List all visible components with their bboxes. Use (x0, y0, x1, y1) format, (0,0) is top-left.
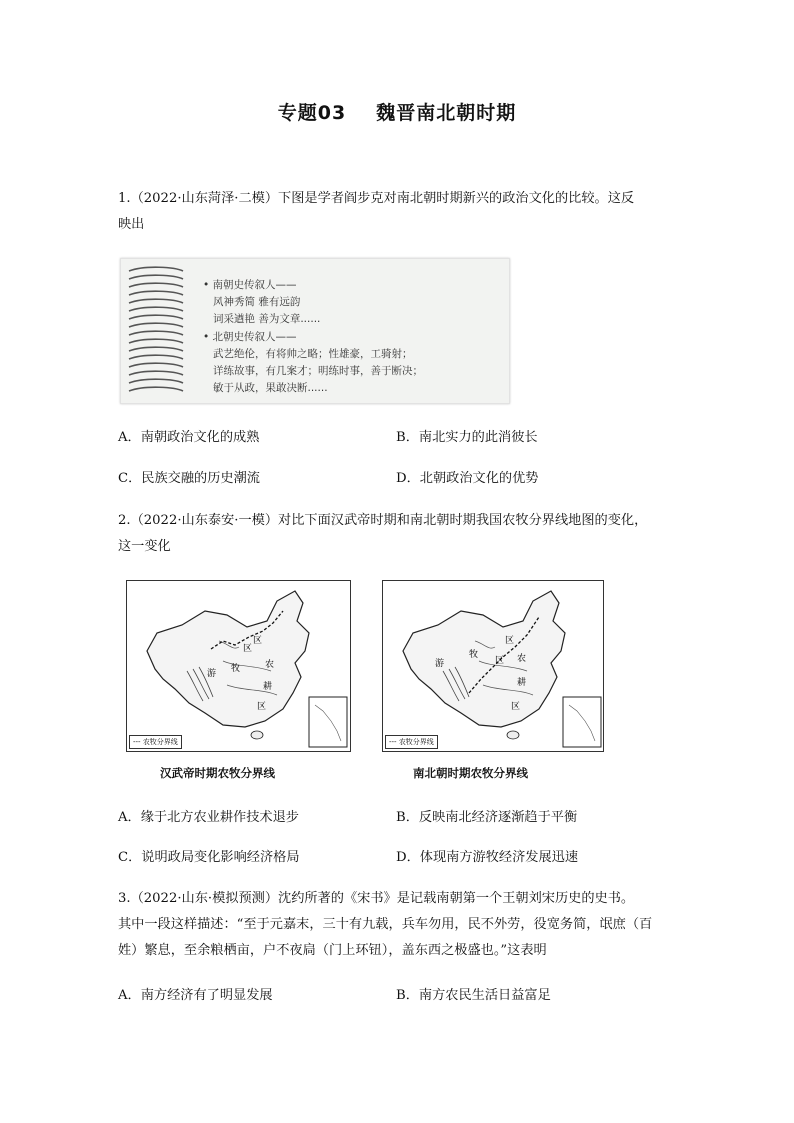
q3-stem (118, 886, 688, 964)
topic-name: 魏晋南北朝时期 (376, 102, 517, 124)
legend-label: 农牧分界线 (398, 738, 434, 746)
q3-stem-line2: 其中一段这样描述：“至于元嘉末，三十有九载，兵车勿用，民不外劳，役宽务简，氓庶（百 (118, 917, 653, 932)
card-line: 风神秀简 雅有远韵 (213, 296, 301, 309)
map-label: 农 (517, 654, 527, 664)
q2-option-d[interactable]: D．体现南方游牧经济发展迅速 (396, 850, 579, 865)
q1-stem-line2: 映出 (118, 217, 145, 232)
q2-stem-line2: 这一变化 (118, 539, 171, 554)
card-line: • 南朝史传叙人—— (203, 279, 297, 291)
china-map-icon (127, 581, 350, 751)
map-label: 区 (243, 644, 253, 654)
q1-figure-card (120, 258, 510, 404)
q1-card-text (203, 277, 423, 397)
q2-option-a[interactable]: A．缘于北方农业耕作技术退步 (118, 810, 299, 825)
q3-option-a[interactable]: A．南方经济有了明显发展 (118, 988, 273, 1003)
map-han-wudi (126, 580, 351, 752)
q3-option-b[interactable]: B．南方农民生活日益富足 (396, 988, 551, 1003)
q1-option-a[interactable]: A．南朝政治文化的成熟 (118, 430, 260, 445)
map-label: 游 (207, 669, 217, 679)
q2-option-c[interactable]: C．说明政局变化影响经济格局 (118, 850, 300, 865)
q1-option-d[interactable]: D．北朝政治文化的优势 (396, 471, 539, 486)
card-line: • 北朝史传叙人—— (203, 330, 297, 343)
map-label: 农 (265, 660, 275, 670)
china-map-icon (383, 581, 603, 751)
card-line: 词采遒艳 善为文章...... (213, 313, 321, 326)
map-label: 牧 (469, 650, 479, 660)
map-legend: --- 农牧分界线 (385, 735, 438, 749)
map2-caption: 南北朝时期农牧分界线 (413, 766, 528, 780)
q1-option-b[interactable]: B．南北实力的此消彼长 (396, 430, 538, 445)
map-label: 区 (511, 702, 521, 712)
map-legend: --- 农牧分界线 (129, 735, 182, 749)
topic-number: 专题03 (277, 102, 347, 124)
page-title (0, 98, 794, 125)
map-label: 区 (253, 636, 263, 646)
map-north-south-dynasties (382, 580, 604, 752)
map-label: 区 (257, 702, 267, 712)
map-label: 耕 (517, 678, 527, 688)
map1-caption: 汉武帝时期农牧分界线 (160, 766, 275, 780)
map-label: 牧 (231, 664, 241, 674)
card-line: 敏于从政，果敢决断...... (213, 382, 328, 395)
q3-stem-line3: 姓）繁息，至余粮栖亩，户不夜扃（门上环钮），盖东西之极盛也。”这表明 (118, 943, 547, 958)
map-label: 耕 (263, 682, 273, 692)
card-line: 详练故事，有几案才；明练时事，善于断决； (213, 365, 423, 378)
map-label: 区 (495, 656, 505, 666)
legend-label: 农牧分界线 (142, 738, 178, 746)
q2-stem (118, 508, 688, 560)
card-line: 武艺绝伦，有将帅之略；性雄豪，工骑射； (213, 347, 413, 360)
q2-stem-line1: 2.（2022·山东泰安·一模）对比下面汉武帝时期和南北朝时期我国农牧分界线地图的变化， (118, 513, 648, 528)
map-label: 游 (435, 659, 445, 669)
q1-stem-line1: 1.（2022·山东菏泽·二模）下图是学者阎步克对南北朝时期新兴的政治文化的比较。这反 (118, 191, 635, 206)
q3-stem-line1: 3.（2022·山东·模拟预测）沈约所著的《宋书》是记载南朝第一个王朝刘宋历史的史书。 (118, 891, 635, 906)
q1-option-c[interactable]: C．民族交融的历史潮流 (118, 471, 260, 486)
spiral-binding-icon (125, 263, 187, 399)
q1-stem (118, 186, 688, 238)
map-label: 区 (505, 636, 515, 646)
q2-option-b[interactable]: B．反映南北经济逐渐趋于平衡 (396, 810, 578, 825)
